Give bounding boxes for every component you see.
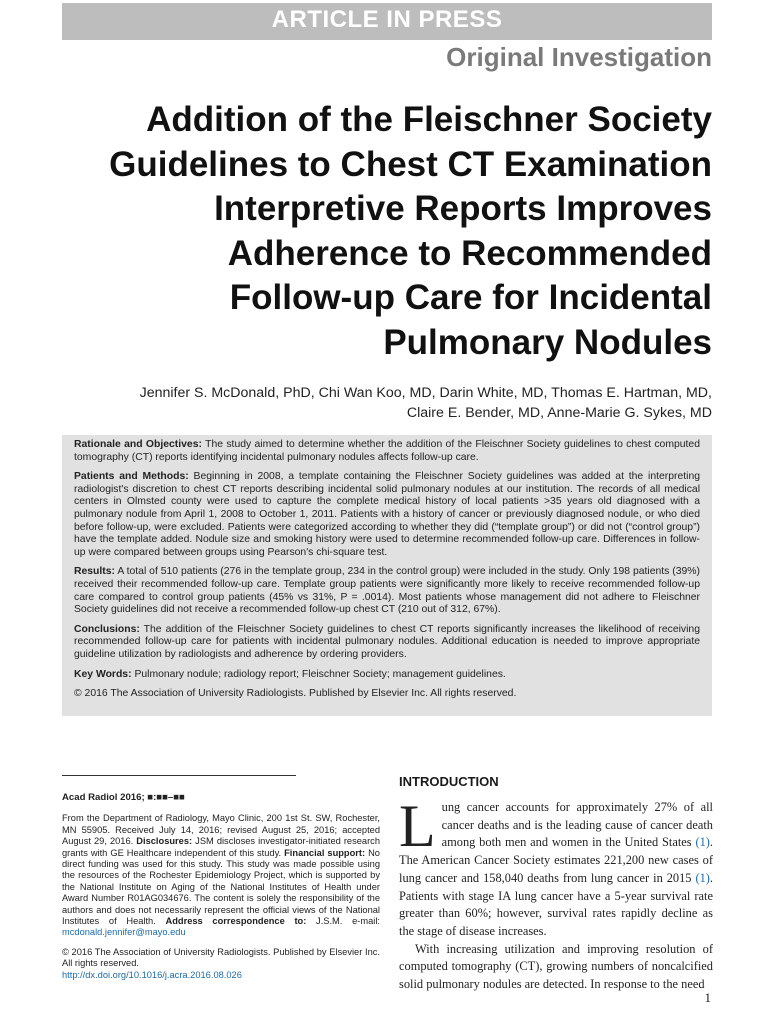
abstract-box xyxy=(62,435,712,716)
title-line: Follow-up Care for Incidental xyxy=(229,278,712,317)
title-line: Adherence to Recommended xyxy=(227,233,712,273)
doi-link[interactable]: http://dx.doi.org/10.1016/j.acra.2016.08.026 xyxy=(62,969,242,980)
correspondence-text: J.S.M. e-mail: xyxy=(316,916,380,927)
conclusions-text: The addition of the Fleischner Society guidelines to chest CT reports significantly increases the likelihood of receiving recommended follow-up care for patients with incidental pulmonary nodules. Additional education is needed to improve appropriate guideline utilization by radiologists and adherence by ordering providers. xyxy=(74,623,700,660)
email-link[interactable]: mcdonald.jennifer@mayo.edu xyxy=(62,927,186,938)
page-number: 1 xyxy=(704,990,711,1005)
abstract-conclusions xyxy=(74,624,700,662)
intro-text: . Patients with stage IA lung cancer have a 5-year survival rate greater than 60%; however, survival rates rapidly decline as the stage of disease increases. xyxy=(399,870,713,938)
disclosures-text: JSM discloses investigator-initiated research grants with GE Healthcare independent of this study. xyxy=(62,836,380,858)
article-info-column xyxy=(62,775,380,989)
divider xyxy=(62,775,296,776)
abstract-copyright: © 2016 The Association of University Radiologists. Published by Elsevier Inc. All rights reserved. xyxy=(74,688,517,700)
intro-text: ung cancer accounts for approximately 27% of all cancer deaths and is the leading cause of cancer death among both men and women in the United States xyxy=(441,800,713,850)
results-text: A total of 510 patients (276 in the template group, 234 in the control group) were included in the study. Only 198 patients (39%) received their recommended follow-up care. Template group patients were significantly more likely to receive recommended follow-up care compared to control group patients (45% vs 31%, P = .0014). Most patients whose management did not adhere to Fleischner Society guidelines did not receive a recommended follow-up chest CT (210 out of 312, 67%). xyxy=(74,566,700,616)
disclosures-label: Disclosures: xyxy=(136,836,193,847)
rationale-text: The study aimed to determine whether the addition of the Fleischner Society guidelines to chest computed tomography (CT) reports identifying incidental pulmonary nodules affects follow-up care. xyxy=(74,439,700,463)
affiliation-note xyxy=(62,813,380,938)
reference-link[interactable]: (1) xyxy=(695,870,710,885)
abstract-methods xyxy=(74,471,700,559)
intro-text: . The American Cancer Society estimates 221,200 new cases of lung cancer and 158,040 deaths from lung cancer in 2015 xyxy=(399,835,713,885)
copyright-text: © 2016 The Association of University Radiologists. Published by Elsevier Inc. All rights reserved. xyxy=(62,946,380,969)
correspondence-label: Address correspondence to: xyxy=(165,916,307,927)
drop-cap: L xyxy=(399,793,436,859)
introduction-body xyxy=(399,793,713,994)
reference-link[interactable]: (1) xyxy=(695,835,710,850)
abstract-results xyxy=(74,566,700,616)
intro-paragraph-1 xyxy=(399,793,713,941)
author-line: Jennifer S. McDonald, PhD, Chi Wan Koo, MD, Darin White, MD, Thomas E. Hartman, MD, xyxy=(139,385,712,401)
title-line: Addition of the Fleischner Society xyxy=(146,100,712,139)
title-line: Guidelines to Chest CT Examination xyxy=(109,144,712,184)
methods-text: Beginning in 2008, a template containing the Fleischner Society guidelines was added at the interpreting radiologist's discretion to chest CT reports describing incidental solid pulmonary nodules at our institution. The records of all medical centers in Olmsted county were used to capture the complete medical history of local patients >35 years old diagnosed with a pulmonary nodule from April 1, 2008 to October 1, 2011. Patients with a history of cancer or previously diagnosed nodule, or who died before follow-up, were excluded. Patients were categorized according to whether they did (“template group”) or did not (“control group”) have the template added. Nodule size and smoking history were used to determine recommended follow-up care. Differences in follow-up were compared between groups using Pearson's chi-square test. xyxy=(74,471,701,558)
introduction-heading: INTRODUCTION xyxy=(399,774,499,789)
conclusions-label: Conclusions: xyxy=(74,623,140,635)
author-line: Claire E. Bender, MD, Anne-Marie G. Sykes, MD xyxy=(406,404,712,421)
rationale-label: Rationale and Objectives: xyxy=(74,439,202,450)
title-line: Pulmonary Nodules xyxy=(383,322,712,362)
funding-text: No direct funding was used for this study. This study was made possible using the resources of the Rochester Epidemiology Project, which is supported by the National Institute on Aging of the National Institutes of Health under Award Number R01AG034676. The content is solely the responsibility of the authors and does not necessarily represent the official views of the National Institutes of Health. xyxy=(62,847,380,927)
keywords-label: Key Words: xyxy=(74,668,132,680)
keywords-text: Pulmonary nodule; radiology report; Fleischner Society; management guidelines. xyxy=(134,668,506,680)
title-line: Interpretive Reports Improves xyxy=(214,189,712,228)
journal-citation: Acad Radiol 2016; ■:■■–■■ xyxy=(62,792,185,803)
results-label: Results: xyxy=(74,566,115,578)
affiliation-text: From the Department of Radiology, Mayo Clinic, 200 1st St. SW, Rochester, MN 55905. Received July 14, 2016; revised August 25, 2016; accepted August 29, 2016. xyxy=(62,813,380,847)
copyright-note xyxy=(62,947,380,981)
funding-label: Financial support: xyxy=(284,847,366,858)
abstract-rationale xyxy=(74,439,700,464)
article-in-press-banner: ARTICLE IN PRESS xyxy=(62,3,712,40)
abstract-keywords xyxy=(74,669,700,682)
methods-label: Patients and Methods: xyxy=(74,471,189,483)
author-list xyxy=(72,384,712,423)
section-label: Original Investigation xyxy=(446,42,712,72)
intro-paragraph-2: With increasing utilization and improving resolution of computed tomography (CT), growing numbers of noncalcified solid pulmonary nodules are detected. In response to the need xyxy=(399,941,713,992)
article-title xyxy=(72,98,712,365)
